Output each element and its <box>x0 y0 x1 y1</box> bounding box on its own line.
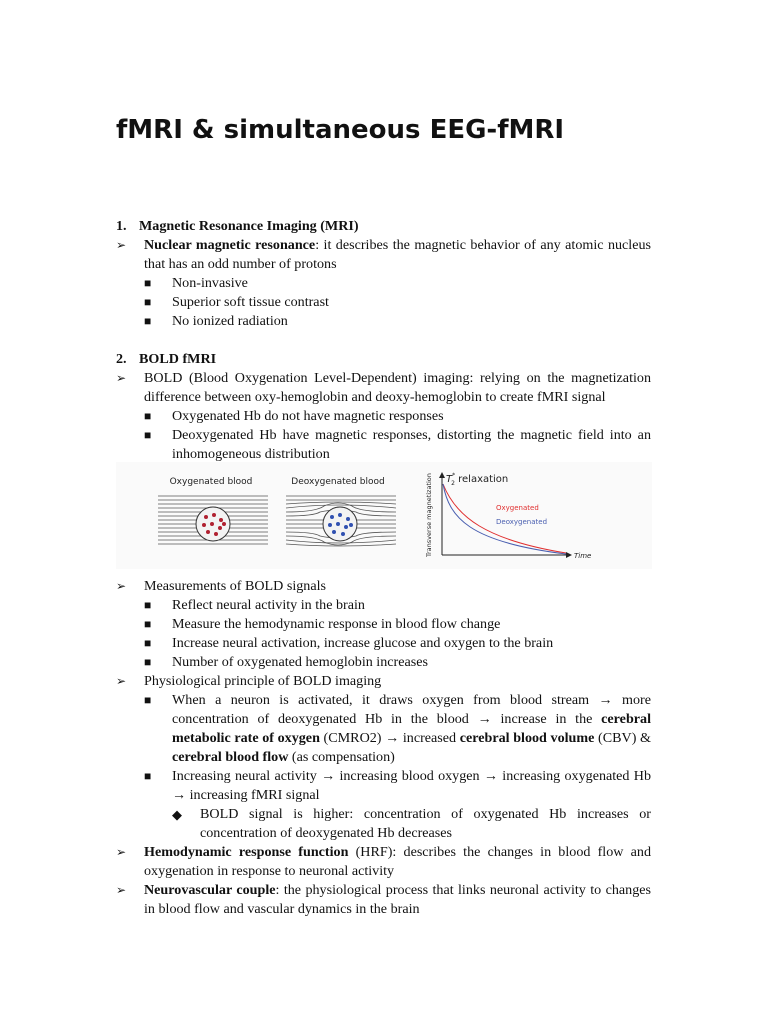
square-bullet-icon: ■ <box>144 617 152 631</box>
list-item: ■ Reflect neural activity in the brain <box>144 597 365 613</box>
square-bullet-icon: ■ <box>144 428 152 442</box>
square-bullet-icon: ■ <box>144 295 152 309</box>
list-item: ■ Number of oxygenated hemoglobin increases <box>144 654 428 670</box>
arrow-icon: → <box>172 787 187 803</box>
arrowhead-bullet-icon: ➢ <box>116 674 127 688</box>
list-item: ■ No ionized radiation <box>144 313 288 329</box>
arrowhead-bullet-icon: ➢ <box>116 845 127 859</box>
square-bullet-icon: ■ <box>144 636 152 650</box>
list-item: ➢ Nuclear magnetic resonance: it describes the magnetic behavior of any atomic nucleus that has an odd number of protons <box>116 237 651 272</box>
relax-title: T* 2 relaxation <box>446 472 509 487</box>
bold-figure <box>116 462 652 569</box>
section-bold <box>116 350 651 464</box>
list-item: ■ Oxygenated Hb do not have magnetic responses <box>144 408 444 424</box>
arrowhead-bullet-icon: ➢ <box>116 883 127 897</box>
square-bullet-icon: ■ <box>144 409 152 423</box>
square-bullet-icon: ■ <box>144 598 152 612</box>
arrow-icon: → <box>321 768 336 784</box>
list-item: ■ Measure the hemodynamic response in blood flow change <box>144 616 501 632</box>
square-bullet-icon: ■ <box>144 693 152 707</box>
diamond-bullet-icon: ◆ <box>172 807 182 822</box>
legend-oxy: Oxygenated <box>496 504 539 512</box>
section-heading: 1. Magnetic Resonance Imaging (MRI) <box>116 218 359 234</box>
list-item: ■ When a neuron is activated, it draws oxygen from blood stream → more concentration of deoxygenated Hb in the blood → increase in the cerebral metabolic rate of oxygen (CMRO2) → increased cerebral blood volume (CBV) & cerebral blood flow (as compensation) <box>144 692 652 765</box>
list-item: ◆ BOLD signal is higher: concentration of oxygenated Hb increases or concentration of deoxygenated Hb decreases <box>172 806 651 841</box>
arrowhead-bullet-icon: ➢ <box>116 579 127 593</box>
page-title: fMRI & simultaneous EEG-fMRI <box>116 115 565 145</box>
list-item: ■ Deoxygenated Hb have magnetic responses, distorting the magnetic field into an inhomogeneous distribution <box>144 427 651 462</box>
list-item: ■ Increasing neural activity → increasing blood oxygen → increasing oxygenated Hb → increasing fMRI signal <box>144 768 651 803</box>
square-bullet-icon: ■ <box>144 314 152 328</box>
list-item: ■ Superior soft tissue contrast <box>144 294 329 310</box>
arrowhead-bullet-icon: ➢ <box>116 371 127 385</box>
arrow-icon: → <box>598 692 613 708</box>
list-item: ■ Increase neural activation, increase glucose and oxygen to the brain <box>144 635 554 651</box>
oxy-label: Oxygenated blood <box>169 477 253 487</box>
y-axis-label: Transverse magnetization <box>425 473 433 557</box>
legend-deoxy: Deoxygenated <box>496 518 548 526</box>
list-item: ➢ Hemodynamic response function (HRF): describes the changes in blood flow and oxygenation in response to neuronal activity <box>116 844 651 879</box>
list-item: ➢ BOLD (Blood Oxygenation Level-Dependent) imaging: relying on the magnetization difference between oxy-hemoglobin and deoxy-hemoglobin to create fMRI signal <box>116 370 651 405</box>
section-mri <box>116 217 651 331</box>
x-axis-label: Time <box>574 552 592 560</box>
arrow-icon: → <box>477 711 492 727</box>
section-heading: 2. BOLD fMRI <box>116 351 217 367</box>
section-bold-continued <box>116 577 651 919</box>
square-bullet-icon: ■ <box>144 655 152 669</box>
square-bullet-icon: ■ <box>144 276 152 290</box>
list-item: ➢ Measurements of BOLD signals <box>116 578 327 594</box>
arrowhead-bullet-icon: ➢ <box>116 238 127 252</box>
arrow-icon: → <box>483 768 498 784</box>
square-bullet-icon: ■ <box>144 769 152 783</box>
deoxy-label: Deoxygenated blood <box>291 477 385 487</box>
list-item: ➢ Neurovascular couple: the physiological process that links neuronal activity to changes in blood flow and vascular dynamics in the brain <box>116 882 651 917</box>
list-item: ■ Non-invasive <box>144 275 248 291</box>
list-item: ➢ Physiological principle of BOLD imaging <box>116 673 382 689</box>
arrow-icon: → <box>385 730 400 746</box>
